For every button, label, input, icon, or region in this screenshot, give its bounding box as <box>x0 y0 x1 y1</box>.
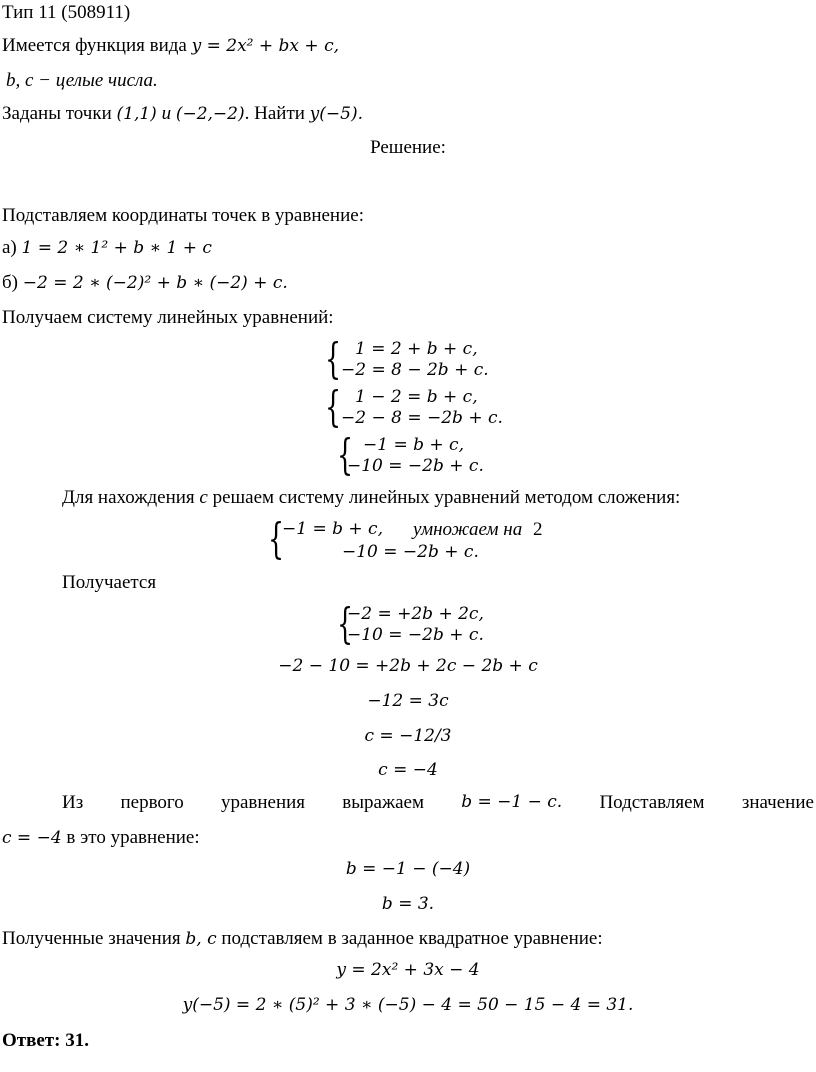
brace-icon: { <box>325 334 342 383</box>
calc-line-4: c = −4 <box>378 760 438 780</box>
substitute-line: c = −4 в это уравнение: <box>2 827 200 848</box>
function-formula: y = 2x² + bx + c, <box>191 36 339 56</box>
final-intro: Полученные значения b, c подставляем в заданное квадратное уравнение: <box>2 928 603 949</box>
brace-icon: { <box>337 599 354 648</box>
type-line: Тип 11 (508911) <box>2 2 131 23</box>
solution-title: Решение: <box>370 137 446 158</box>
problem-text: Имеется функция вида <box>2 35 192 56</box>
from-first-line: Из первого уравнения выражаем b = −1 − c. Подставляем значение <box>62 792 814 813</box>
calc-line-3: c = −12/3 <box>364 726 452 746</box>
brace-icon: { <box>268 514 285 563</box>
calc-line-2: −12 = 3c <box>367 691 449 711</box>
method-intro: Для нахождения c решаем систему линейных уравнений методом сложения: <box>62 487 681 508</box>
obtained-label: Получается <box>62 572 157 593</box>
b-calc-2: b = 3. <box>381 894 435 914</box>
equation-a: а) 1 = 2 ∗ 1² + b ∗ 1 + c <box>2 237 212 258</box>
equation-b: б) −2 = 2 ∗ (−2)² + b ∗ (−2) + c. <box>2 272 288 293</box>
substitute-intro: Подставляем координаты точек в уравнение: <box>2 205 364 226</box>
b-calc-1: b = −1 − (−4) <box>345 859 471 879</box>
problem-line-2: b, c − целые числа. <box>6 70 158 91</box>
final-calculation: y(−5) = 2 ∗ (5)² + 3 ∗ (−5) − 4 = 50 − 15 − 4 = 31. <box>182 995 634 1015</box>
problem-line-1 <box>2 35 339 58</box>
brace-icon: { <box>325 382 342 431</box>
calc-line-1: −2 − 10 = +2b + 2c − 2b + c <box>278 656 538 676</box>
system-intro: Получаем систему линейных уравнений: <box>2 307 334 328</box>
answer: Ответ: 31. <box>2 1030 89 1051</box>
final-equation: y = 2x² + 3x − 4 <box>336 960 480 980</box>
problem-line-3: Заданы точки (1,1) и (−2,−2). Найти y(−5). <box>2 103 364 124</box>
brace-icon: { <box>337 430 354 479</box>
